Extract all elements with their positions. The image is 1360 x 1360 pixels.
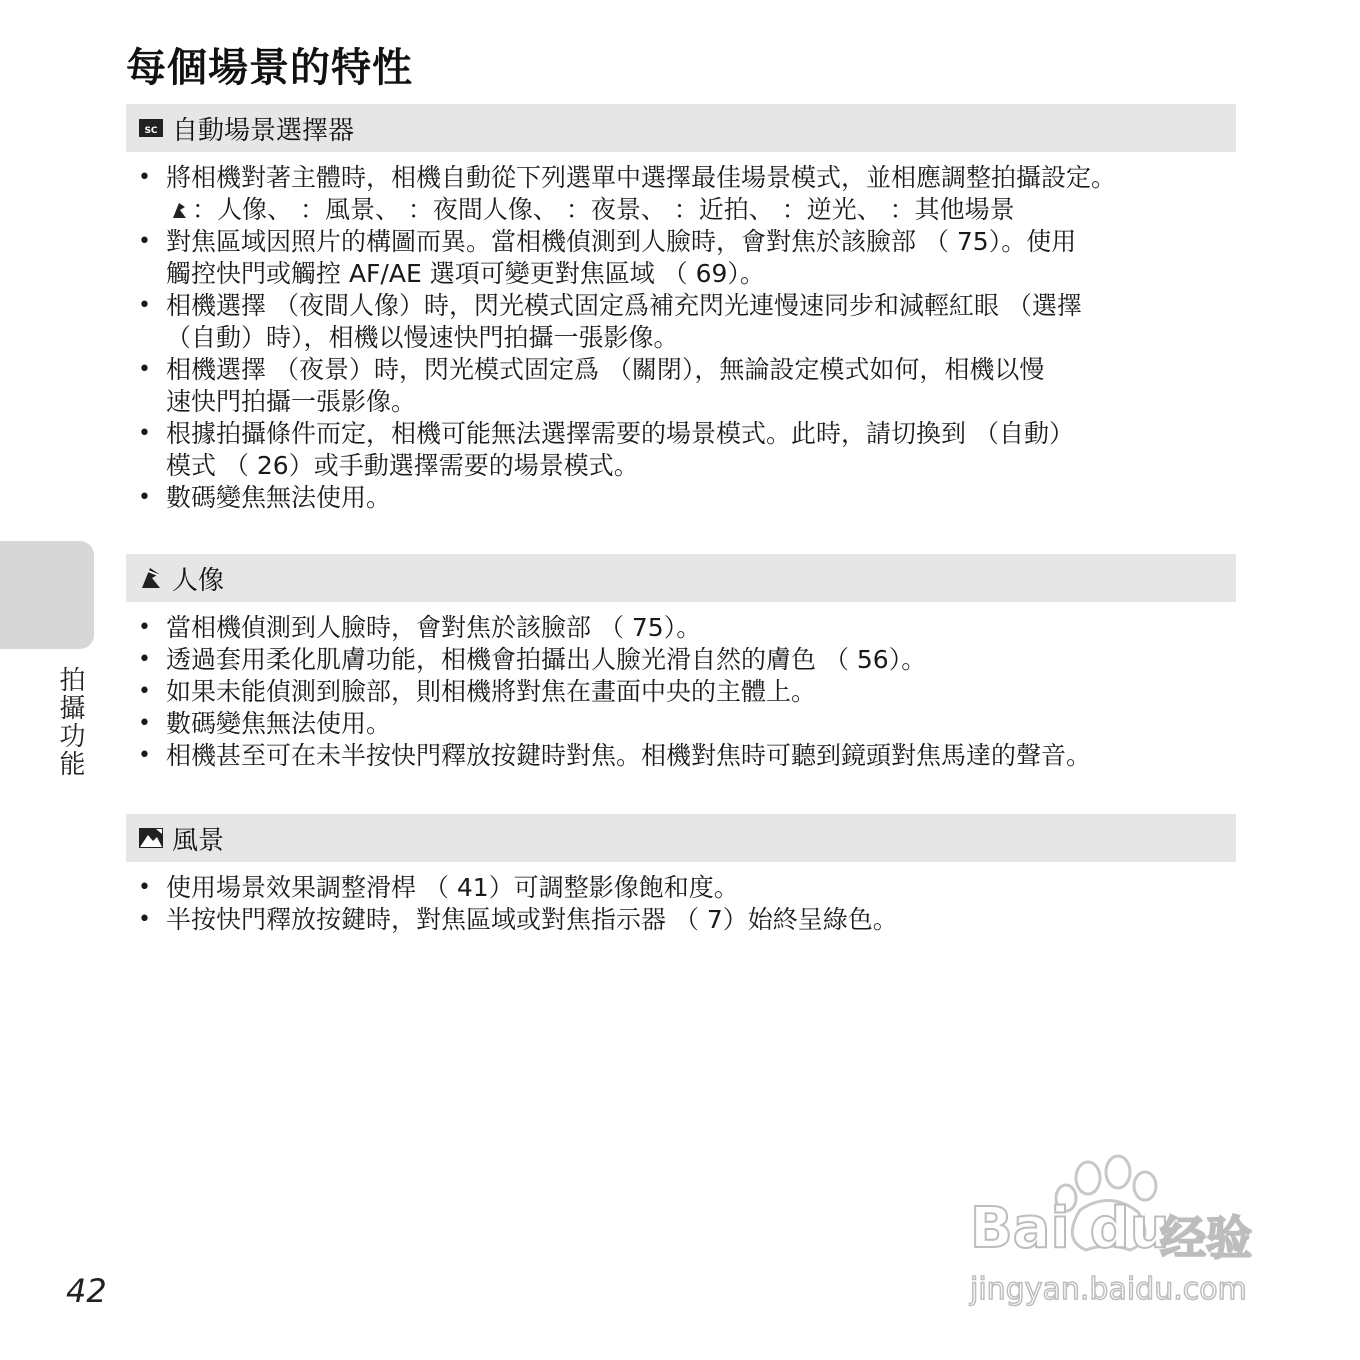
section-header-landscape	[126, 814, 1236, 862]
list-item: • 半按快門釋放按鍵時，對焦區域或對焦指示器 （ 7）始終呈綠色。	[136, 904, 1236, 936]
scene-auto-icon	[138, 116, 164, 140]
list-item: • 使用場景效果調整滑桿 （ 41）可調整影像飽和度。	[136, 872, 1236, 904]
list-item: • 相機選擇 （夜景）時，閃光模式固定爲 （關閉），無論設定模式如何，相機以慢 速快門拍攝一張影像。	[136, 354, 1236, 418]
list-item: • 數碼變焦無法使用。	[136, 482, 1236, 514]
page-number: 42	[66, 1272, 107, 1310]
portrait-icon	[168, 199, 190, 221]
scene-mode-icons-line: ：人像、 ：風景、 ：夜間人像、 ：夜景、 ：近拍、 ：逆光、 ：其他場景	[166, 194, 1236, 226]
list-item: • 相機選擇 （夜間人像）時，閃光模式固定爲補充閃光連慢速同步和減輕紅眼 （選擇 （自動）時），相機以慢速快門拍攝一張影像。	[136, 290, 1236, 354]
section-header-portrait	[126, 554, 1236, 602]
watermark-brand: Bai	[970, 1196, 1070, 1261]
list-item: • 如果未能偵測到臉部，則相機將對焦在畫面中央的主體上。	[136, 676, 1236, 708]
list-item: • 根據拍攝條件而定，相機可能無法選擇需要的場景模式。此時，請切換到 （自動） 模式 （ 26）或手動選擇需要的場景模式。	[136, 418, 1236, 482]
list-item: • 對焦區域因照片的構圖而異。當相機偵測到人臉時，會對焦於該臉部 （ 75）。使用 觸控快門或觸控 AF/AE 選項可變更對焦區域 （ 69）。	[136, 226, 1236, 290]
section-header-scene-auto	[126, 104, 1236, 152]
portrait-icon	[138, 565, 164, 591]
watermark-suffix: 经验	[1160, 1211, 1252, 1265]
list-item: • 相機甚至可在未半按快門釋放按鍵時對焦。相機對焦時可聽到鏡頭對焦馬達的聲音。	[136, 740, 1236, 772]
scene-auto-list	[136, 162, 1236, 514]
chapter-label: 拍攝功能	[55, 666, 85, 778]
landscape-list	[136, 872, 1236, 936]
section-title-portrait: 人像	[172, 565, 225, 596]
list-item: • 透過套用柔化肌膚功能，相機會拍攝出人臉光滑自然的膚色 （ 56）。	[136, 644, 1236, 676]
landscape-icon	[138, 826, 164, 850]
watermark-brand-du: du	[1089, 1196, 1170, 1261]
chapter-tab	[0, 541, 94, 649]
baidu-watermark	[960, 1150, 1280, 1320]
portrait-list	[136, 612, 1236, 772]
svg-text:SC: SC	[144, 126, 158, 136]
list-item: • 數碼變焦無法使用。	[136, 708, 1236, 740]
list-item: • 將相機對著主體時，相機自動從下列選單中選擇最佳場景模式，並相應調整拍攝設定。 ：人像、 ：風景、 ：夜間人像、 ：夜景、 ：近拍、 ：逆光、 ：其他場景	[136, 162, 1236, 226]
watermark-url: jingyan.baidu.com	[970, 1272, 1247, 1307]
section-title-landscape: 風景	[172, 825, 225, 856]
page-title: 每個場景的特性	[126, 45, 413, 91]
list-item: • 當相機偵測到人臉時，會對焦於該臉部 （ 75）。	[136, 612, 1236, 644]
section-title-scene-auto: 自動場景選擇器	[172, 115, 355, 146]
